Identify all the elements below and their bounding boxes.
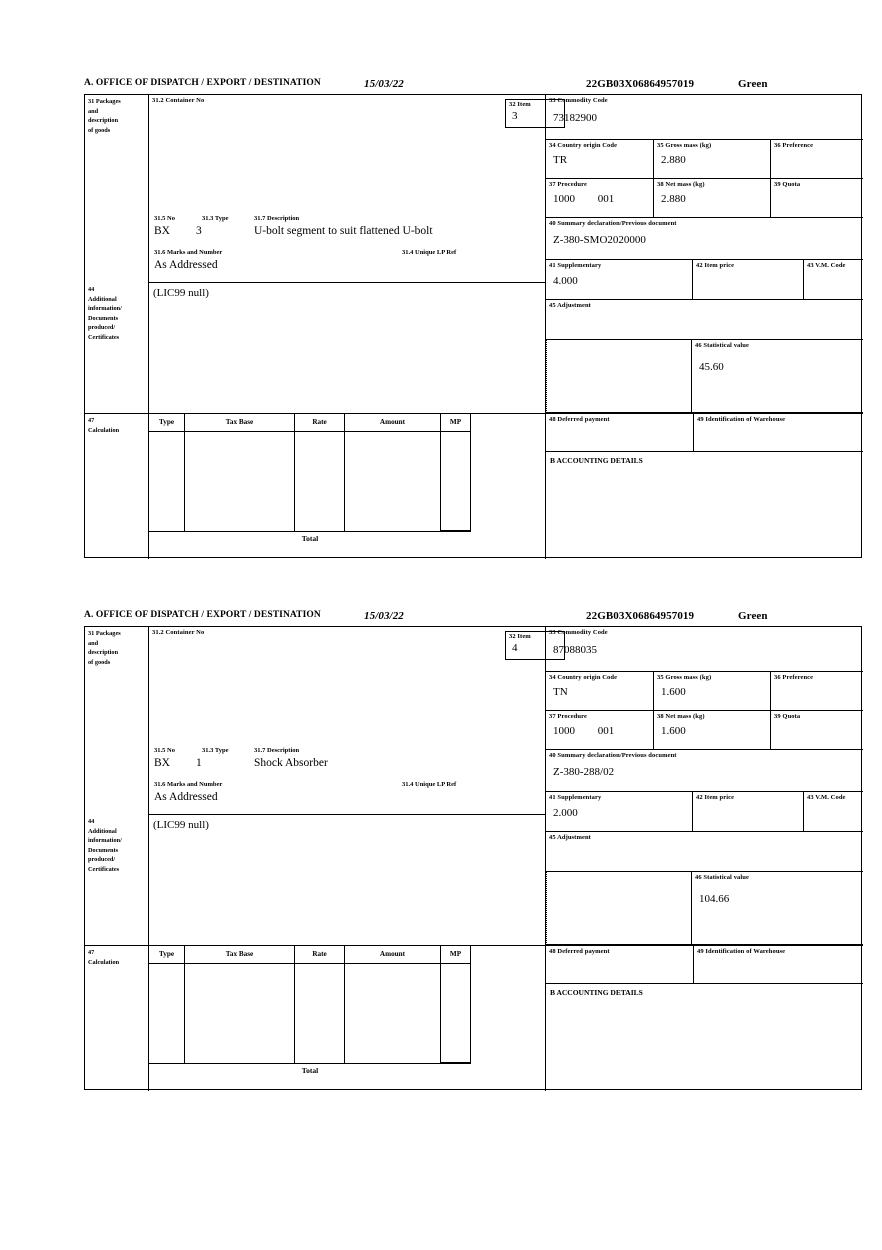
- total-label-2: Total: [301, 1066, 319, 1075]
- package-no-value: BX: [154, 225, 170, 237]
- calculation-label-cell: [85, 413, 149, 559]
- customs-declaration-form-2: [84, 610, 862, 1090]
- country-origin-cell-2: [546, 672, 654, 711]
- net-mass-cell-2: [654, 711, 771, 750]
- additional-info-line1-2: 44: [88, 818, 95, 825]
- calculation-line2-2: Calculation: [88, 958, 120, 966]
- col-type-label: Type: [158, 418, 175, 426]
- commodity-code-label-2: 33 Commodity Code: [549, 629, 608, 636]
- col-tax-base-label: Tax Base: [225, 418, 254, 426]
- col-mp-body: [441, 432, 471, 531]
- col-tax-base-header-2: [185, 946, 295, 964]
- procedure-code-2-2: 001: [597, 724, 615, 737]
- package-no-value-2: BX: [154, 757, 170, 769]
- net-mass-value-2: 1.600: [661, 724, 686, 737]
- statistical-value-label: 46 Statistical value: [695, 342, 749, 349]
- summary-declaration-cell: [546, 218, 863, 260]
- description-label-2: 31.7 Description: [254, 747, 300, 754]
- col-rate-body-2: [295, 964, 345, 1063]
- col-mp-body-2: [441, 964, 471, 1063]
- col-mp-header: [441, 414, 471, 432]
- procedure-label: 37 Procedure: [549, 181, 587, 188]
- gross-mass-label-2: 35 Gross mass (kg): [657, 674, 712, 681]
- statistical-value-divider: [546, 340, 547, 413]
- net-mass-cell: [654, 179, 771, 218]
- packages-label-line1: 31 Packages: [88, 98, 121, 105]
- no-label-2: 31.5 No: [154, 747, 175, 754]
- preference-label-2: 36 Preference: [774, 674, 814, 681]
- preference-value-2: [771, 683, 863, 686]
- preference-cell: [771, 140, 863, 179]
- movement-reference-number-2: 22GB03X06864957019: [586, 610, 695, 622]
- no-label: 31.5 No: [154, 215, 175, 222]
- net-mass-label: 38 Net mass (kg): [657, 181, 705, 188]
- summary-declaration-value: Z-380-SMO2020000: [553, 233, 646, 246]
- quota-label-2: 39 Quota: [774, 713, 801, 720]
- col-amount-body: [345, 432, 441, 531]
- identification-warehouse-cell: [694, 413, 863, 452]
- unique-lp-ref-label: 31.4 Unique LP Ref: [402, 249, 457, 256]
- marks-number-value: As Addressed: [154, 259, 218, 271]
- form-header: [84, 78, 862, 94]
- col-rate-header: [295, 414, 345, 432]
- quota-label: 39 Quota: [774, 181, 801, 188]
- procedure-cell: [546, 179, 654, 218]
- unique-lp-ref-label-2: 31.4 Unique LP Ref: [402, 781, 457, 788]
- commodity-code-cell: [546, 95, 863, 140]
- additional-info-cell: [149, 283, 546, 413]
- packages-label-line3: description: [88, 117, 119, 124]
- col-rate-body: [295, 432, 345, 531]
- additional-info-line6-2: Certificates: [88, 865, 120, 873]
- col-rate-label-2: Rate: [312, 950, 327, 958]
- item-no-value: 3: [512, 109, 518, 122]
- packages-label-line3-2: description: [88, 649, 119, 656]
- country-origin-label-2: 34 Country origin Code: [549, 674, 618, 681]
- item-price-label-2: 42 Item price: [696, 794, 735, 801]
- col-type-header: [149, 414, 185, 432]
- adjustment-cell-2: [546, 832, 863, 872]
- statistical-value-cell-2: [691, 872, 863, 945]
- packages-label-line2: and: [88, 107, 99, 115]
- customs-declaration-form-1: [84, 78, 862, 558]
- packages-label-cell: [85, 95, 149, 283]
- packages-label-line1-2: 31 Packages: [88, 630, 121, 637]
- adjustment-value-2: [546, 843, 863, 847]
- statistical-value-label-2: 46 Statistical value: [695, 874, 749, 881]
- packages-label-line4-2: of goods: [88, 658, 111, 666]
- country-origin-cell: [546, 140, 654, 179]
- commodity-code-cell-2: [546, 627, 863, 672]
- item-price-value-2: [693, 803, 803, 807]
- calculation-table: [149, 413, 546, 559]
- col-type-header-2: [149, 946, 185, 964]
- deferred-payment-label-2: 48 Deferred payment: [549, 948, 610, 955]
- supplementary-cell: [546, 260, 693, 300]
- col-type-body-2: [149, 964, 185, 1063]
- col-rate-label: Rate: [312, 418, 327, 426]
- packages-description-cell-2: [149, 627, 546, 815]
- country-origin-label: 34 Country origin Code: [549, 142, 618, 149]
- additional-info-value: (LIC99 null): [153, 287, 209, 299]
- procedure-code-1-2: 1000: [553, 724, 575, 737]
- accounting-details-cell: [546, 452, 863, 559]
- col-mp-header-2: [441, 946, 471, 964]
- additional-info-line1: 44: [88, 286, 95, 293]
- gross-mass-label: 35 Gross mass (kg): [657, 142, 712, 149]
- col-mp-label: MP: [449, 418, 462, 426]
- item-no-value-2: 4: [512, 641, 518, 654]
- item-no-label: 32 Item: [509, 101, 531, 108]
- status-badge: Green: [738, 78, 768, 90]
- procedure-label-2: 37 Procedure: [549, 713, 587, 720]
- supplementary-label-2: 41 Supplementary: [549, 794, 602, 801]
- col-mp-label-2: MP: [449, 950, 462, 958]
- commodity-code-value-2: 87088035: [553, 643, 597, 656]
- summary-declaration-label-2: 40 Summary declaration/Previous document: [549, 752, 677, 759]
- calculation-line1: 47: [88, 417, 95, 424]
- deferred-payment-label: 48 Deferred payment: [549, 416, 610, 423]
- col-amount-body-2: [345, 964, 441, 1063]
- col-amount-label: Amount: [379, 418, 406, 426]
- additional-info-line2: Additional: [88, 295, 117, 303]
- statistical-value-cell: [691, 340, 863, 413]
- vm-code-value: [804, 271, 863, 275]
- total-row-2: [149, 1063, 471, 1079]
- statistical-value-amount-2: 104.66: [699, 892, 730, 905]
- additional-info-line5-2: produced/: [88, 856, 116, 863]
- package-type-value-2: 1: [196, 757, 202, 769]
- col-amount-header-2: [345, 946, 441, 964]
- summary-declaration-value-2: Z-380-288/02: [553, 765, 615, 778]
- total-label: Total: [301, 534, 319, 543]
- office-of-dispatch-label-2: A. OFFICE OF DISPATCH / EXPORT / DESTINATION: [84, 610, 321, 620]
- item-price-cell-2: [693, 792, 804, 832]
- statistical-value-divider-2: [546, 872, 547, 945]
- summary-declaration-cell-2: [546, 750, 863, 792]
- movement-reference-number: 22GB03X06864957019: [586, 78, 695, 90]
- supplementary-label: 41 Supplementary: [549, 262, 602, 269]
- quota-value-2: [771, 722, 863, 725]
- additional-info-value-2: (LIC99 null): [153, 819, 209, 831]
- country-origin-value: TR: [553, 153, 568, 166]
- statistical-value-amount: 45.60: [699, 360, 724, 373]
- status-badge-2: Green: [738, 610, 768, 622]
- marks-number-label: 31.6 Marks and Number: [154, 249, 223, 256]
- col-tax-base-body-2: [185, 964, 295, 1063]
- supplementary-value-2: 2.000: [553, 806, 578, 819]
- additional-info-line4: Documents: [88, 314, 119, 322]
- declaration-grid: [84, 94, 862, 558]
- package-description-value: U-bolt segment to suit flattened U-bolt: [254, 225, 433, 237]
- net-mass-value: 2.880: [661, 192, 686, 205]
- additional-info-line4-2: Documents: [88, 846, 119, 854]
- item-no-label-2: 32 Item: [509, 633, 531, 640]
- item-price-label: 42 Item price: [696, 262, 735, 269]
- vm-code-value-2: [804, 803, 863, 807]
- item-price-value: [693, 271, 803, 275]
- packages-label-line4: of goods: [88, 126, 111, 134]
- procedure-code-2: 001: [597, 192, 615, 205]
- additional-info-line5: produced/: [88, 324, 116, 331]
- identification-warehouse-cell-2: [694, 945, 863, 984]
- adjustment-cell: [546, 300, 863, 340]
- gross-mass-value: 2.880: [661, 153, 686, 166]
- marks-number-value-2: As Addressed: [154, 791, 218, 803]
- package-description-value-2: Shock Absorber: [254, 757, 328, 769]
- additional-info-line3: information/: [88, 305, 122, 312]
- country-origin-value-2: TN: [553, 685, 568, 698]
- vm-code-label: 43 V.M. Code: [807, 262, 846, 269]
- procedure-code-1: 1000: [553, 192, 575, 205]
- col-amount-header: [345, 414, 441, 432]
- preference-label: 36 Preference: [774, 142, 814, 149]
- quota-value: [771, 190, 863, 193]
- col-type-body: [149, 432, 185, 531]
- additional-info-cell-2: [149, 815, 546, 945]
- identification-warehouse-label-2: 49 Identification of Warehouse: [697, 948, 786, 955]
- additional-info-line6: Certificates: [88, 333, 120, 341]
- accounting-details-cell-2: [546, 984, 863, 1091]
- commodity-code-label: 33 Commodity Code: [549, 97, 608, 104]
- col-type-label-2: Type: [158, 950, 175, 958]
- vm-code-cell-2: [804, 792, 863, 832]
- declaration-date-2: 15/03/22: [364, 610, 404, 622]
- declaration-grid-2: [84, 626, 862, 1090]
- col-rate-header-2: [295, 946, 345, 964]
- calculation-line2: Calculation: [88, 426, 120, 434]
- commodity-code-value: 73182900: [553, 111, 597, 124]
- col-tax-base-header: [185, 414, 295, 432]
- additional-info-line3-2: information/: [88, 837, 122, 844]
- calculation-table-2: [149, 945, 546, 1091]
- packages-label-cell-2: [85, 627, 149, 815]
- gross-mass-cell: [654, 140, 771, 179]
- accounting-details-label: B ACCOUNTING DETAILS: [550, 456, 643, 465]
- summary-declaration-label: 40 Summary declaration/Previous document: [549, 220, 677, 227]
- additional-info-label-cell-2: [85, 815, 149, 945]
- net-mass-label-2: 38 Net mass (kg): [657, 713, 705, 720]
- packages-description-cell: [149, 95, 546, 283]
- preference-cell-2: [771, 672, 863, 711]
- form-header-2: [84, 610, 862, 626]
- vm-code-cell: [804, 260, 863, 300]
- gross-mass-value-2: 1.600: [661, 685, 686, 698]
- adjustment-label-2: 45 Adjustment: [549, 834, 591, 841]
- preference-value: [771, 151, 863, 154]
- calculation-line1-2: 47: [88, 949, 95, 956]
- supplementary-value: 4.000: [553, 274, 578, 287]
- col-tax-base-body: [185, 432, 295, 531]
- vm-code-label-2: 43 V.M. Code: [807, 794, 846, 801]
- identification-warehouse-label: 49 Identification of Warehouse: [697, 416, 786, 423]
- type-label: 31.3 Type: [202, 215, 229, 222]
- procedure-cell-2: [546, 711, 654, 750]
- container-no-label: 31.2 Container No: [152, 97, 205, 104]
- office-of-dispatch-label: A. OFFICE OF DISPATCH / EXPORT / DESTINATION: [84, 78, 321, 88]
- supplementary-cell-2: [546, 792, 693, 832]
- deferred-payment-cell: [546, 413, 694, 452]
- gross-mass-cell-2: [654, 672, 771, 711]
- additional-info-label-cell: [85, 283, 149, 413]
- declaration-date: 15/03/22: [364, 78, 404, 90]
- col-amount-label-2: Amount: [379, 950, 406, 958]
- additional-info-line2-2: Additional: [88, 827, 117, 835]
- deferred-payment-cell-2: [546, 945, 694, 984]
- type-label-2: 31.3 Type: [202, 747, 229, 754]
- calculation-label-cell-2: [85, 945, 149, 1091]
- item-price-cell: [693, 260, 804, 300]
- container-no-label-2: 31.2 Container No: [152, 629, 205, 636]
- quota-cell-2: [771, 711, 863, 750]
- marks-number-label-2: 31.6 Marks and Number: [154, 781, 223, 788]
- adjustment-value: [546, 311, 863, 315]
- adjustment-label: 45 Adjustment: [549, 302, 591, 309]
- package-type-value: 3: [196, 225, 202, 237]
- quota-cell: [771, 179, 863, 218]
- description-label: 31.7 Description: [254, 215, 300, 222]
- total-row: [149, 531, 471, 547]
- accounting-details-label-2: B ACCOUNTING DETAILS: [550, 988, 643, 997]
- packages-label-line2-2: and: [88, 639, 99, 647]
- col-tax-base-label-2: Tax Base: [225, 950, 254, 958]
